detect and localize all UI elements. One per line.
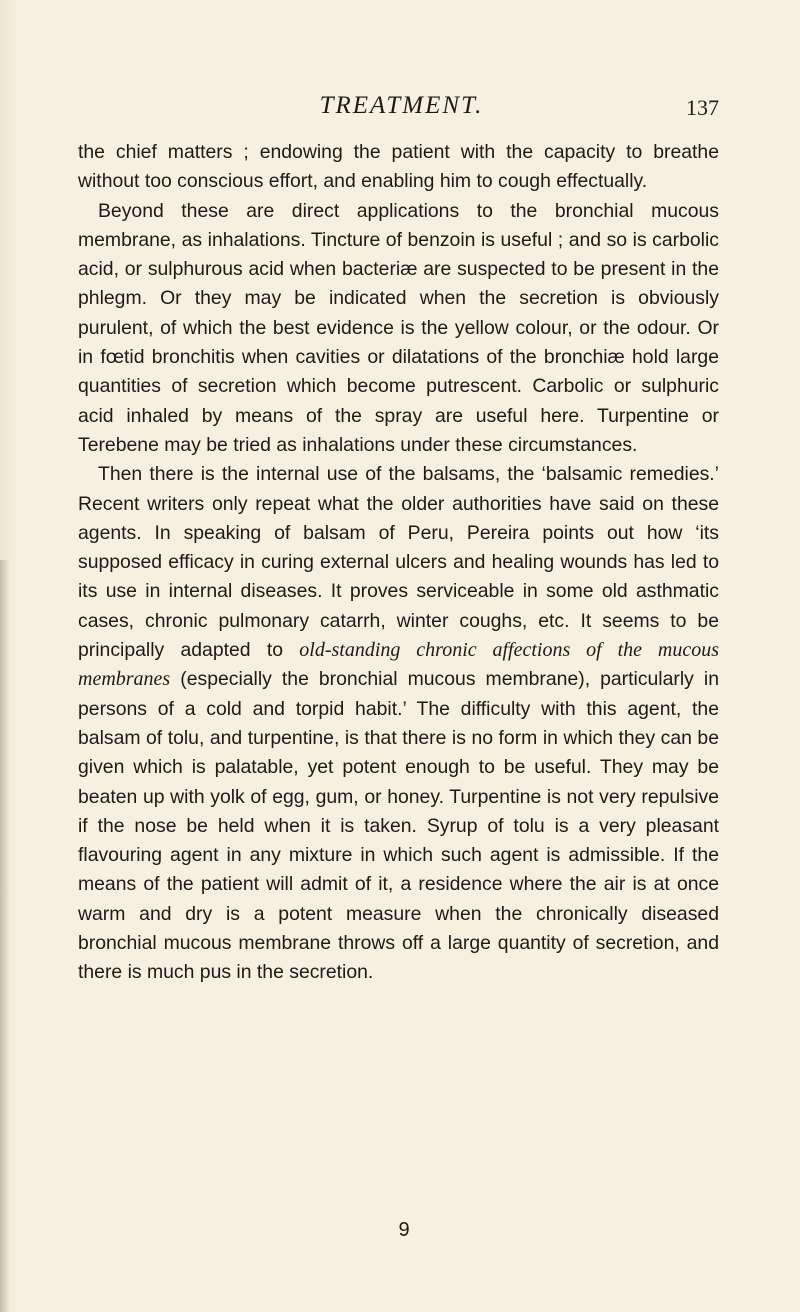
body-text <box>78 138 719 988</box>
paragraph-1: the chief matters ; endowing the patient with the capacity to breathe without too conscious effort, and enabling him to cough effectually. <box>78 141 719 193</box>
paragraph-3-part-b: (especially the bronchial mucous membrane), particularly in persons of a cold and torpid habit.’ The difficulty with this agent, the balsam of tolu, and turpentine, is that there is no form in which they can be given which is palatable, yet potent enough to be useful. They may be beaten up with yolk of egg, gum, or honey. Turpentine is not very repulsive if the nose be held when it is taken. Syrup of tolu is a very pleasant flavouring agent in any mixture in which such agent is admissible. If the means of the patient will admit of it, a residence where the air is at once warm and dry is a potent measure when the chronically diseased bronchial mucous membrane throws off a large quantity of secretion, and there is much pus in the secretion. <box>78 668 719 984</box>
paragraph-3-italic: old-standing chronic affections of the mucous membranes <box>78 639 719 691</box>
gutter-shadow <box>0 560 10 1312</box>
paragraph-3-part-a: Then there is the internal use of the balsams, the ‘balsamic remedies.’ Recent writers only repeat what the older authorities have said on these agents. In speaking of balsam of Peru, Pereira points out how ‘its supposed efficacy in curing external ulcers and healing wounds has led to its use in internal diseases. It proves serviceable in some old asthmatic cases, chronic pulmonary catarrh, winter coughs, etc. It seems to be principally adapted to <box>78 463 719 662</box>
running-title: TREATMENT. <box>319 92 484 119</box>
paragraph-2: Beyond these are direct applications to the bronchial mucous membrane, as inhalations. Tincture of benzoin is useful ; and so is carbolic acid, or sulphurous acid when bacteriæ are suspected to be present in the phlegm. Or they may be indicated when the secretion is obviously purulent, of which the best evidence is the yellow colour, or the odour. Or in fœtid bronchitis when cavities or dilatations of the bronchiæ hold large quantities of secretion which become putrescent. Carbolic or sulphuric acid inhaled by means of the spray are useful here. Turpentine or Terebene may be tried as inhalations under these circumstances. <box>78 199 719 456</box>
signature-mark: 9 <box>398 1219 410 1241</box>
paragraph-3 <box>78 460 719 987</box>
page-number: 137 <box>686 95 719 120</box>
running-head <box>78 86 719 126</box>
